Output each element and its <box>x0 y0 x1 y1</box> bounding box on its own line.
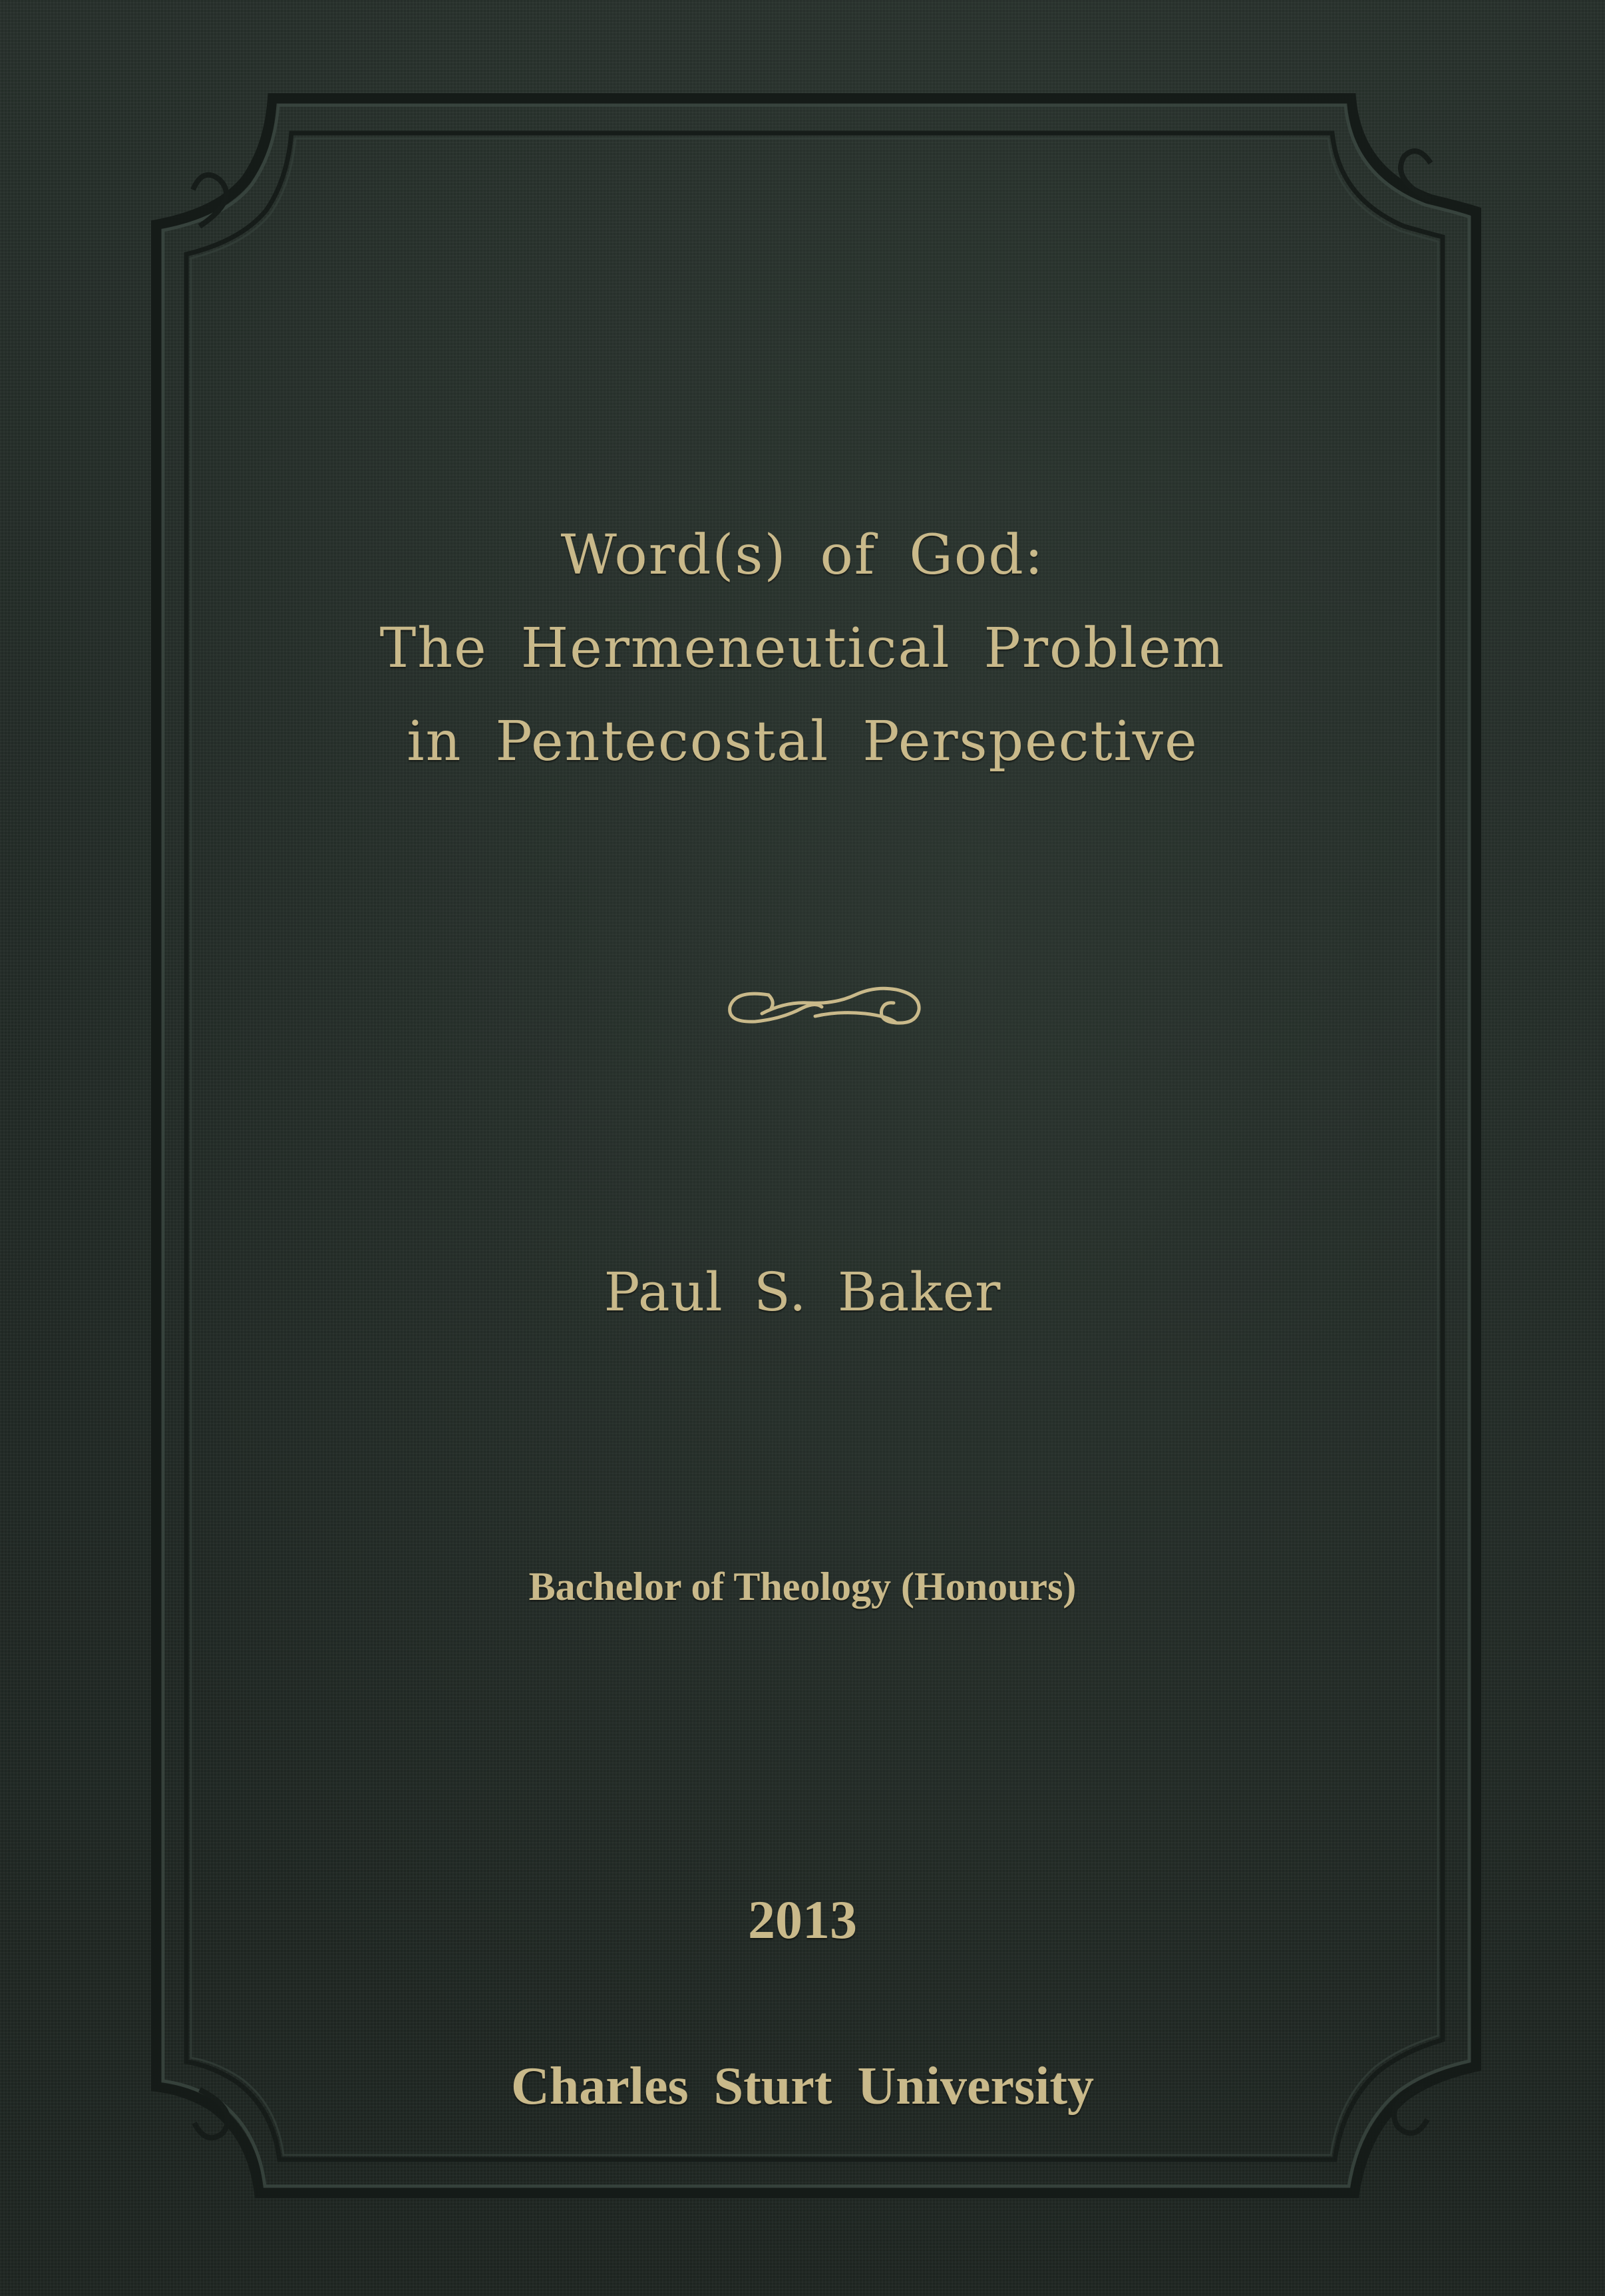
frame-outer-shadow <box>156 98 1476 2193</box>
author-name: Paul S. Baker <box>604 1261 1001 1323</box>
thesis-title <box>0 509 1605 789</box>
title-line-1: Word(s) of God: <box>560 524 1045 587</box>
frame-inner-line <box>186 133 1443 2160</box>
scroll-flourish-icon <box>722 975 928 1035</box>
institution-name: Charles Sturt University <box>511 2057 1094 2116</box>
frame-inner-highlight <box>191 138 1438 2155</box>
publication-year: 2013 <box>748 1889 857 1950</box>
frame-outer-highlight <box>163 105 1469 2186</box>
title-line-2: The Hermeneutical Problem <box>379 617 1226 680</box>
degree-name: Bachelor of Theology (Honours) <box>528 1565 1077 1609</box>
title-line-3: in Pentecostal Perspective <box>407 710 1198 773</box>
